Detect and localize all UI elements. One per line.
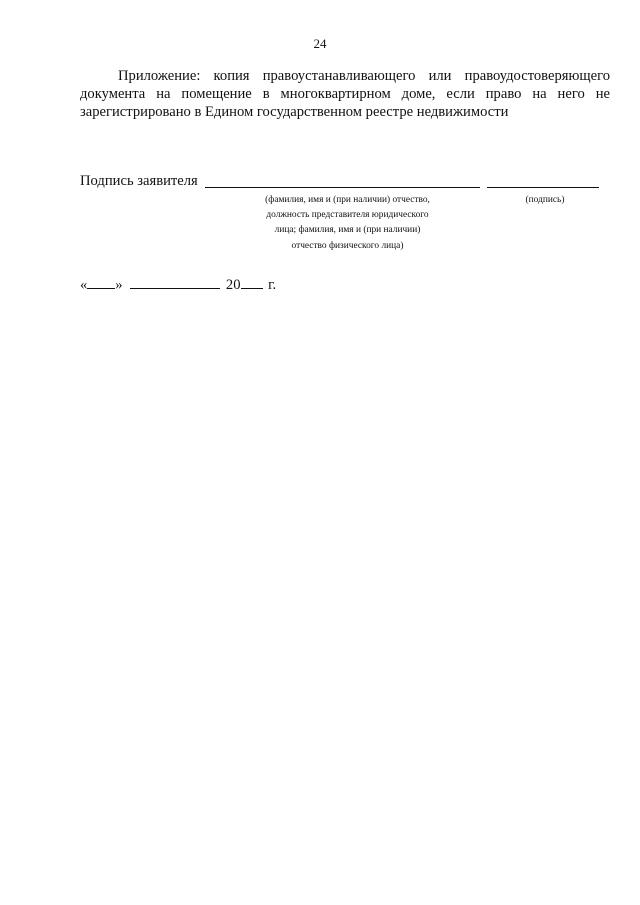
- month-blank: [130, 276, 220, 289]
- page-number: 24: [313, 36, 327, 51]
- applicant-name-line: [205, 187, 480, 188]
- name-caption-1: (фамилия, имя и (при наличии) отчество,: [265, 195, 430, 205]
- day-blank: [87, 276, 115, 289]
- signature-caption: (подпись): [525, 195, 565, 205]
- date-close-quote: »: [115, 277, 123, 293]
- date-open-quote: «: [80, 277, 88, 293]
- name-caption-3: лица; фамилия, имя и (при наличии): [274, 225, 421, 235]
- name-caption-2: должность представителя юридического: [266, 210, 429, 220]
- year-prefix: 20: [225, 277, 241, 293]
- applicant-signature-line: [487, 187, 599, 188]
- appendix-note: Приложение: копия правоустанавливающего или правоудостоверяющего документа на помещение в многоквартирном доме, если право на него не зарегистрировано в Едином государственном реестре недвижимости: [80, 68, 610, 120]
- name-caption-4: отчество физического лица): [291, 241, 404, 251]
- year-blank: [241, 276, 263, 289]
- year-suffix: г.: [268, 277, 277, 293]
- date-row: [80, 276, 276, 294]
- signature-label: Подпись заявителя: [80, 173, 198, 189]
